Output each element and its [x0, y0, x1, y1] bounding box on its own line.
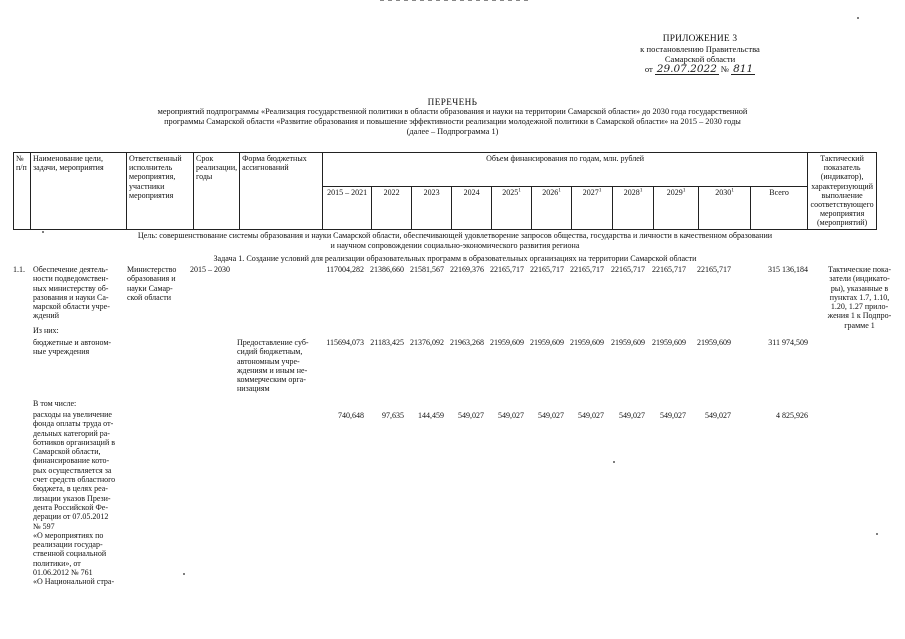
- year-value: 22165,717: [652, 265, 686, 274]
- year-value: 549,027: [498, 411, 524, 420]
- text-line: Предоставление суб-: [237, 338, 309, 347]
- year-header: [751, 187, 808, 229]
- document-title: [80, 97, 825, 137]
- title-heading: ПЕРЕЧЕНЬ: [427, 97, 478, 107]
- text-line: низациям: [237, 384, 270, 394]
- text-line: ственной социальной: [33, 549, 107, 559]
- text-line: счет средств областного: [33, 475, 116, 485]
- year-value: 549,027: [458, 411, 484, 420]
- text-line: «О Национальной стра-: [33, 577, 115, 587]
- year-value: 21963,268: [450, 338, 484, 347]
- year-header: [412, 187, 452, 229]
- year-header: [613, 187, 654, 229]
- text-line: бюджета, в целях реа-: [33, 484, 108, 494]
- text-line: «О мероприятиях по: [33, 530, 104, 540]
- year-value: 549,027: [619, 411, 645, 420]
- text-line: грамме 1: [844, 320, 875, 330]
- header-funding: Объем финансирования по годам, млн. рублей: [323, 153, 808, 187]
- year-value: 22165,717: [611, 265, 645, 274]
- year-label: 2015 – 2021: [327, 188, 368, 198]
- scan-speck: [42, 231, 44, 233]
- text-line: марской области учре-: [33, 302, 110, 312]
- text-line: ры), указанные в: [830, 283, 889, 293]
- row1-indicator: [822, 265, 897, 330]
- year-value: 22169,376: [450, 265, 484, 274]
- year-label: 2029: [666, 188, 683, 198]
- text-line: реализации государ-: [33, 540, 103, 550]
- text-line: бюджетные и автоном-: [33, 338, 112, 347]
- year-header: [323, 187, 372, 229]
- year-label: 2025: [502, 188, 519, 198]
- text-line: автономным учре-: [237, 356, 300, 366]
- text-line: дельных категорий ра-: [33, 428, 110, 438]
- year-label: 2022: [383, 188, 400, 198]
- text-line: фонда оплаты труда от-: [33, 419, 114, 429]
- text-line: сидий бюджетным,: [237, 347, 303, 357]
- text-line: 1.20, 1.27 прило-: [830, 302, 889, 312]
- year-header: [572, 187, 613, 229]
- year-value: 549,027: [705, 411, 731, 420]
- year-value: 21183,425: [370, 338, 404, 347]
- text-line: разования и науки Са-: [33, 292, 109, 302]
- scan-speck: [857, 17, 859, 19]
- total-value: 4 825,926: [776, 411, 808, 420]
- year-value: 97,635: [382, 411, 404, 420]
- row2-name: [33, 338, 128, 357]
- year-value: 740,648: [338, 411, 364, 420]
- year-value: 549,027: [578, 411, 604, 420]
- total-value: 311 974,509: [768, 338, 808, 347]
- year-footnote-mark: 1: [731, 187, 734, 194]
- text-line: ской области: [127, 292, 172, 302]
- header-num: № п/п: [14, 153, 31, 230]
- year-label: 2024: [463, 188, 480, 198]
- header-indicator: Тактический показатель (индикатор), характеризующий выполнение соответствующего мероприятия (мероприятий): [808, 153, 877, 230]
- total-value: 315 136,184: [768, 265, 808, 274]
- text-line: ности подведомствен-: [33, 274, 109, 284]
- year-header: [532, 187, 572, 229]
- scan-speck: [183, 573, 185, 575]
- year-header: [452, 187, 492, 229]
- number-prefix: №: [720, 64, 730, 74]
- handwritten-number: 811: [733, 63, 754, 75]
- year-value: 22165,717: [570, 265, 604, 274]
- year-value: 22165,717: [490, 265, 524, 274]
- year-value: 21959,609: [697, 338, 731, 347]
- year-value: 144,459: [418, 411, 444, 420]
- including-label: В том числе:: [33, 399, 77, 408]
- title-line-3: (далее – Подпрограмма 1): [406, 127, 499, 136]
- year-value: 21959,609: [530, 338, 564, 347]
- header-form: Форма бюджетных ассигнований: [240, 153, 323, 230]
- text-line: ные учреждения: [33, 347, 90, 357]
- of-them-label: Из них:: [33, 326, 59, 335]
- year-value: 21959,609: [611, 338, 645, 347]
- year-value: 21959,609: [652, 338, 686, 347]
- goal-text: [60, 231, 850, 251]
- appendix-line-3: Самарской области: [664, 54, 736, 64]
- year-value: 115694,073: [326, 338, 364, 347]
- year-footnote-mark: 1: [639, 187, 643, 194]
- year-value: 22165,717: [530, 265, 564, 274]
- year-header: [372, 187, 412, 229]
- date-prefix: от: [644, 64, 653, 74]
- text-line: ных министерству об-: [33, 283, 109, 293]
- year-value: 21386,660: [370, 265, 404, 274]
- year-footnote-mark: 1: [518, 187, 521, 194]
- text-line: финансирование кото-: [33, 456, 110, 466]
- text-line: дента Российской Фе-: [33, 502, 109, 512]
- year-value: 549,027: [538, 411, 564, 420]
- text-line: жения 1 к Подпро-: [827, 311, 892, 321]
- year-header: [492, 187, 532, 229]
- text-line: 01.06.2012 № 761: [33, 568, 93, 578]
- year-value: 21959,609: [570, 338, 604, 347]
- text-line: науки Самар-: [127, 283, 173, 293]
- text-line: политики», от: [33, 558, 81, 568]
- row1-term: 2015 – 2030: [190, 265, 230, 274]
- year-label: 2028: [623, 188, 640, 198]
- year-header: [699, 187, 751, 229]
- year-value: 21959,609: [490, 338, 524, 347]
- year-footnote-mark: 1: [682, 187, 686, 194]
- year-value: 117004,282: [326, 265, 364, 274]
- text-line: рых осуществляется за: [33, 465, 112, 475]
- appendix-title: ПРИЛОЖЕНИЕ 3: [662, 34, 738, 44]
- title-line-2: программы Самарской области «Развитие образования и повышение эффективности реализации молодежной политики в Самарской области» на 2015 – 2030 годы: [164, 117, 741, 126]
- handwritten-date: 29.07.2022: [656, 63, 717, 75]
- year-label: Всего: [769, 188, 789, 198]
- row-number: 1.1.: [13, 265, 25, 274]
- year-value: 21581,567: [410, 265, 444, 274]
- year-footnote-mark: 1: [598, 187, 602, 194]
- goal-line-1: Цель: совершенствование системы образования и науки Самарской области, обеспечивающей удовлетворение запросов общества, государства и личности в качественном образовании: [137, 231, 773, 240]
- text-line: лизации указов Прези-: [33, 493, 111, 503]
- scan-top-edge: [380, 0, 530, 1]
- text-line: Тактические пока-: [827, 265, 892, 274]
- title-line-1: мероприятий подпрограммы «Реализация государственной политики в области образования и науки на территории Самарской области» до 2030 года государственной: [157, 107, 748, 116]
- year-label: 2026: [542, 188, 559, 198]
- year-value: 21376,092: [410, 338, 444, 347]
- scan-speck: [613, 461, 615, 463]
- text-line: Обеспечение деятель-: [33, 265, 109, 274]
- text-line: Самарской области,: [33, 447, 101, 457]
- scan-speck: [876, 533, 878, 535]
- text-line: Министерство: [127, 265, 177, 274]
- header-term: Срок реализации, годы: [194, 153, 240, 230]
- year-label: 2027: [582, 188, 599, 198]
- text-line: образования и: [127, 274, 176, 284]
- text-line: ботников организаций в: [33, 437, 116, 447]
- row3-name: [33, 410, 131, 587]
- appendix-block: [590, 34, 810, 75]
- row1-executor: [127, 265, 192, 302]
- text-line: ждениям и иным не-: [237, 365, 308, 375]
- year-value: 22165,717: [697, 265, 731, 274]
- row1-name: [33, 265, 128, 321]
- text-line: ждений: [33, 311, 59, 321]
- task-text: Задача 1. Создание условий для реализации образовательных программ в образовательных организациях на территории Самарской области: [213, 254, 697, 263]
- year-footnote-mark: 1: [558, 187, 561, 194]
- text-line: коммерческим орга-: [237, 375, 306, 385]
- appendix-line-2: к постановлению Правительства: [640, 44, 760, 54]
- text-line: затели (индикато-: [829, 274, 890, 284]
- year-label: 2023: [423, 188, 440, 198]
- year-value: 549,027: [660, 411, 686, 420]
- text-line: расходы на увеличение: [33, 410, 112, 419]
- appendix-date-line: [590, 64, 810, 75]
- year-label: 2030: [715, 188, 732, 198]
- year-header: [654, 187, 699, 229]
- text-line: № 597: [33, 521, 55, 531]
- header-table: [13, 152, 877, 230]
- header-name: Наименование цели, задачи, мероприятия: [31, 153, 127, 230]
- text-line: дерации от 07.05.2012: [33, 512, 109, 522]
- text-line: пунктах 1.7, 1.10,: [829, 292, 890, 302]
- header-executor: Ответственный исполнитель мероприятия, участники мероприятия: [127, 153, 194, 230]
- goal-line-2: и научном сопровождении социально-экономического развития региона: [330, 241, 580, 250]
